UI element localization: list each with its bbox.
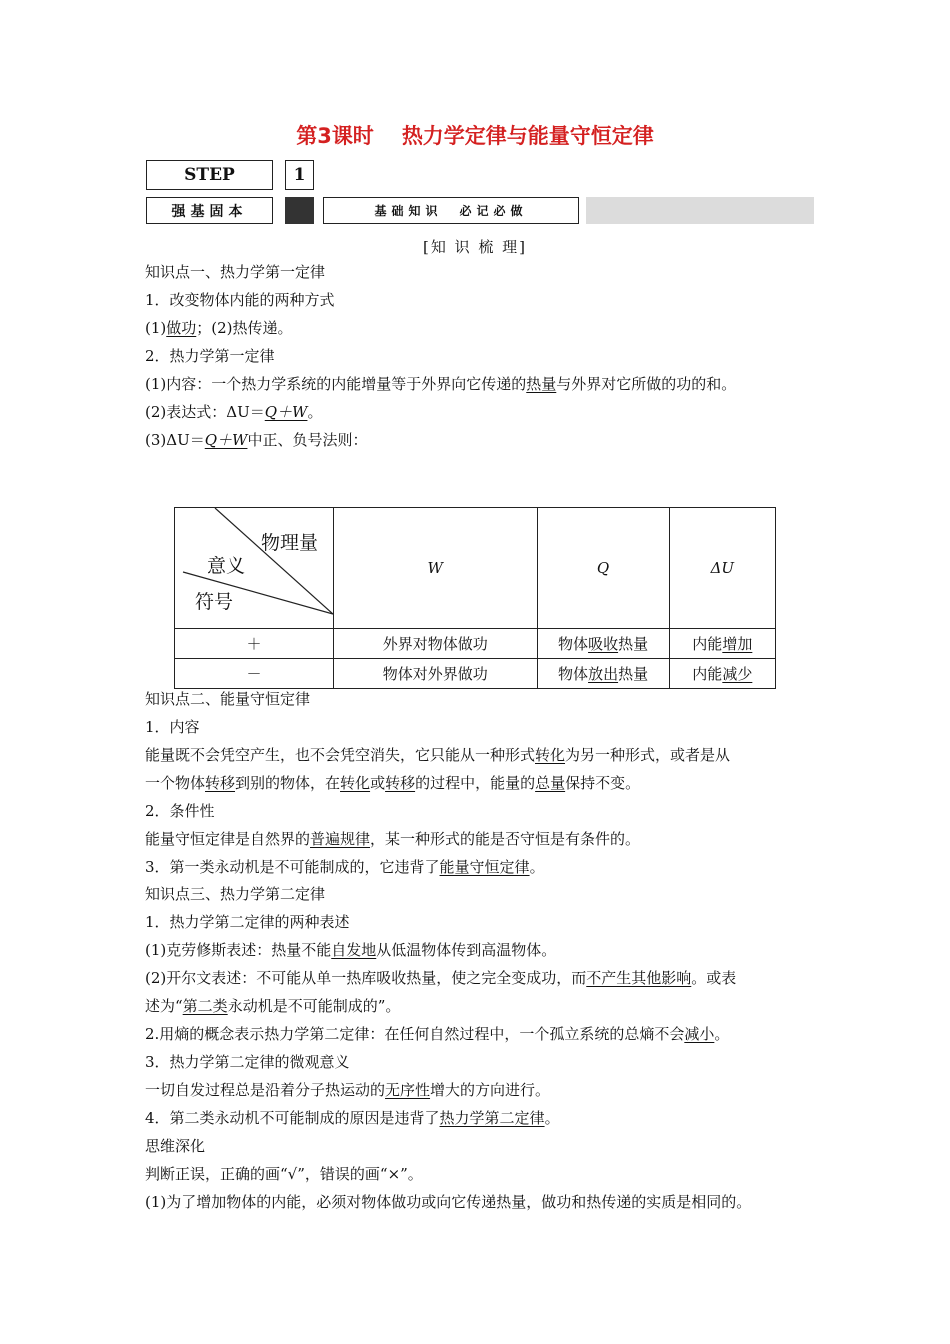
diag-label-quantity: 物理量	[261, 532, 319, 554]
k3-line5: 2.用熵的概念表示热力学第二定律：在任何自然过程中，一个孤立系统的总熵不会减小。	[145, 1025, 730, 1043]
table-row	[175, 629, 776, 659]
table-header-row	[175, 508, 776, 629]
section-desc: 基础知识 必记必做	[374, 204, 528, 218]
step-number-box	[285, 160, 314, 190]
dark-divider-block	[285, 197, 314, 224]
k1-line6: (3)ΔU＝Q＋W中正、负号法则：	[145, 431, 368, 449]
sign-cell: －	[175, 659, 334, 689]
step-label: STEP	[184, 165, 235, 185]
k2-line5: 能量守恒定律是自然界的普遍规律，某一种形式的能是否守恒是有条件的。	[145, 830, 641, 848]
k2-line1: 1．内容	[145, 718, 200, 736]
k1-line3: 2．热力学第一定律	[145, 347, 275, 365]
w-cell: 外界对物体做功	[334, 629, 538, 659]
k2-line2: 能量既不会凭空产生，也不会凭空消失，它只能从一种形式转化为另一种形式，或者是从	[145, 746, 731, 764]
k3-heading: 知识点三、热力学第二定律	[145, 885, 326, 903]
q-cell: 物体放出热量	[537, 659, 669, 689]
step-number: 1	[293, 165, 306, 185]
section-subtitle: [知 识 梳 理]	[422, 238, 527, 256]
q-cell: 物体吸收热量	[537, 629, 669, 659]
k2-line4: 2．条件性	[145, 802, 215, 820]
sign-cell: ＋	[175, 629, 334, 659]
k3-line2: (1)克劳修斯表述：热量不能自发地从低温物体传到高温物体。	[145, 941, 557, 959]
k3-line1: 1．热力学第二定律的两种表述	[145, 913, 350, 931]
page-title: 第3课时 热力学定律与能量守恒定律	[296, 124, 654, 148]
diag-label-sign: 符号	[195, 591, 234, 613]
k1-line1: 1．改变物体内能的两种方式	[145, 291, 335, 309]
w-cell: 物体对外界做功	[334, 659, 538, 689]
k2-line6: 3．第一类永动机是不可能制成的，它违背了能量守恒定律。	[145, 858, 545, 876]
k3-line4: 述为“第二类永动机是不可能制成的”。	[145, 997, 401, 1015]
du-cell: 内能减少	[669, 659, 775, 689]
col-header-du: ΔU	[669, 508, 775, 629]
table-row	[175, 659, 776, 689]
section-name: 强基固本	[171, 203, 248, 220]
col-header-q: Q	[537, 508, 669, 629]
k3-line6: 3．热力学第二定律的微观意义	[145, 1053, 350, 1071]
k1-line4: (1)内容：一个热力学系统的内能增量等于外界向它传递的热量与外界对它所做的功的和。	[145, 375, 737, 393]
section-desc-box	[323, 197, 579, 224]
step-label-box	[146, 160, 273, 190]
section-name-box	[146, 197, 273, 224]
col-header-w: W	[334, 508, 538, 629]
du-cell: 内能增加	[669, 629, 775, 659]
k3-line7: 一切自发过程总是沿着分子热运动的无序性增大的方向进行。	[145, 1081, 551, 1099]
deep-line2: (1)为了增加物体的内能，必须对物体做功或向它传递热量，做功和热传递的实质是相同的。	[145, 1193, 752, 1211]
k1-line2: (1)做功；(2)热传递。	[145, 319, 293, 337]
k2-line3: 一个物体转移到别的物体，在转化或转移的过程中，能量的总量保持不变。	[145, 774, 641, 792]
diag-label-meaning: 意义	[207, 555, 246, 577]
k1-heading: 知识点一、热力学第一定律	[145, 263, 326, 281]
diagonal-header-cell	[175, 508, 334, 629]
k3-line3: (2)开尔文表述：不可能从单一热库吸收热量，使之完全变成功，而不产生其他影响。或表	[145, 969, 737, 987]
sign-rules-table	[174, 507, 776, 689]
deep-heading: 思维深化	[145, 1137, 206, 1155]
k2-heading: 知识点二、能量守恒定律	[145, 690, 311, 708]
deep-line1: 判断正误，正确的画“√”，错误的画“×”。	[145, 1165, 423, 1183]
grey-banner-bar	[586, 197, 814, 224]
k1-line5: (2)表达式：ΔU＝Q＋W。	[145, 403, 323, 421]
k3-line8: 4．第二类永动机不可能制成的原因是违背了热力学第二定律。	[145, 1109, 560, 1127]
